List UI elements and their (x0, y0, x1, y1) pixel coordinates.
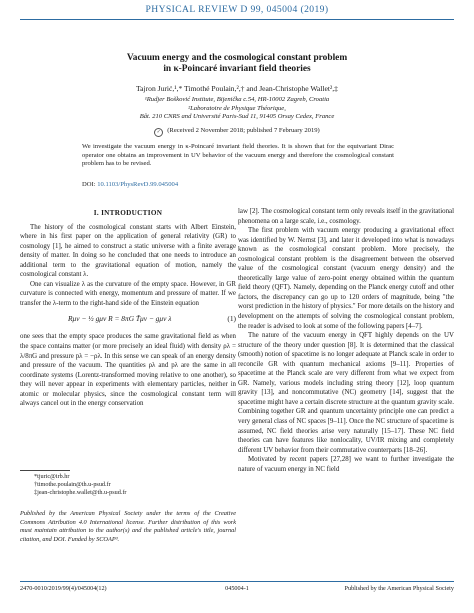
open-access-icon[interactable]: ✓ (154, 128, 163, 137)
received-dates (40, 127, 434, 137)
footnote-rule (20, 470, 70, 471)
paragraph-7: Motivated by recent papers [27,28] we want to further investigate the nature of vacuum energy in NC field (238, 456, 454, 473)
paper-title (40, 53, 434, 75)
section-heading: I. INTRODUCTION (93, 209, 163, 217)
equation-number: (1) (227, 314, 236, 324)
received-text: (Received 2 November 2018; published 7 February 2019) (167, 127, 320, 134)
equation-body: Rμν − ½ gμν R = 8πG T̃μν − gμν λ (68, 314, 172, 324)
title-line-1: Vacuum energy and the cosmological constant problem (126, 53, 348, 63)
publisher-line: Published by the American Physical Society (344, 585, 454, 592)
page-number: 045004-1 (225, 585, 249, 592)
author-list[interactable]: Tajron Jurić,¹,* Timothé Poulain,²,† and Jean-Christophe Wallet²,‡ (136, 84, 338, 93)
right-column (238, 207, 454, 474)
footnotes (34, 473, 224, 498)
paragraph-5: The first problem with vacuum energy producing a gravitational effect was identified by W. Nernst [3], and later it developed into what is nowadays known as the cosmological constant problem. More precisely, the cosmological constant problem is the disagreement between the observed value of the cosmological constant (vacuum energy density) and the theoretically large value of zero-point energy obtained within the quantum field theory (QFT). Namely, depending on the Planck energy cutoff and other factors, the discrepancy can go up to 120 orders of magnitude, being "the worst prediction in the history of physics." For more details on the history and development on the attempts of solving the cosmological constant problem, the reader is advised to look at some of the following papers [4–7]. (238, 227, 454, 330)
paragraph-6: The nature of the vacuum energy in QFT highly depends on the UV structure of the theory under question [8]. It is determined that the classical (smooth) notion of spacetime is no longer adequate at Planck scale in order to reconcile GR with quantum mechanical axioms [9–11]. Properties of spacetime at the Planck scale are very different from what we expect from GR. Namely, various models including string theory [12], loop quantum gravity [13], and noncommutative (NC) geometry [14], suggest that the spacetime might have a certain discrete structure at the quantum gravity scale. Combining together GR and quantum uncertainty principle one can predict a very general class of NC spaces [9–11]. Once the NC structure of spacetime is assumed, NC field theories arise very naturally [15–17]. These NC field theories can have features like nonlocality, UV/IR mixing and completely different UV behavior from their commutative counterparts [18–26]. (238, 332, 454, 454)
equation-1 (20, 312, 236, 328)
left-column (20, 209, 236, 409)
footer-identifier: 2470-0010/2019/99(4)/045004(12) (20, 585, 107, 592)
footer-rule (20, 581, 454, 582)
doi-line[interactable] (82, 181, 394, 188)
abstract: We investigate the vacuum energy in κ-Poincaré invariant field theories. It is shown that for the equivariant Dirac operator one obtains an improvement in UV behavior of the vacuum energy and therefore the cosmological constant problem has to be revised. (82, 143, 394, 168)
affiliations (40, 96, 434, 122)
journal-header: PHYSICAL REVIEW D 99, 045004 (2019) (145, 4, 329, 15)
doi-label: DOI: (82, 181, 96, 188)
affiliation-1: ¹Rudjer Bošković Institute, Bijenička c.54, HR-10002 Zagreb, Croatia (144, 96, 330, 103)
paragraph-1: The history of the cosmological constant starts with Albert Einstein, where in his first paper on the application of general relativity (GR) to cosmology [1], he aimed to construct a static universe with a finite average density of matter. In doing so he concluded that one needs to introduce an additional term to the gravitational equation of motion, namely the cosmological constant λ. (20, 223, 236, 279)
license-notice: Published by the American Physical Society under the terms of the Creative Commons Attribution 4.0 International license. Further distribution of this work must maintain attribution to the author(s) and the published article's title, journal citation, and DOI. Funded by SCOAP³. (20, 510, 236, 543)
paragraph-3: one sees that the empty space produces the same gravitational field as when the space contains matter (or more precisely an ideal fluid) with density ρλ = λ/8πG and pressure pλ = −ρλ. In this sense we can speak of an energy density and pressure of the vacuum. The quantities ρλ and pλ are the same in all coordinate systems (Lorentz-transformed moving relative to one another), so they will never appear in experiments with elementary particles, neither in atomic or molecular physics, since the cosmological constant term will always cancel out in the energy conservation (20, 333, 236, 408)
affiliation-2: ²Laboratoire de Physique Théorique, (188, 104, 286, 112)
footnote-3[interactable]: ‡jean-christophe.wallet@th.u-psud.fr (34, 489, 127, 497)
footnote-1[interactable]: *tjuric@irb.hr (34, 473, 70, 480)
affiliation-3: Bât. 210 CNRS and Université Paris-Sud 11, 91405 Orsay Cedex, France (139, 113, 335, 121)
header-rule (20, 19, 454, 20)
doi-link[interactable]: 10.1103/PhysRevD.99.045004 (97, 181, 179, 188)
footnote-2[interactable]: †timothe.poulain@th.u-psud.fr (34, 481, 111, 489)
title-line-2: in κ-Poincaré invariant field theories (163, 64, 311, 74)
paragraph-2: One can visualize λ as the curvature of the empty space. However, in GR curvature is connected with energy, momentum and pressure of matter. If we transfer the λ-term to the right-hand side of the Einstein equation (20, 280, 236, 307)
paragraph-4: law [2]. The cosmological constant term only reveals itself in the gravitational phenomena on a large scale, i.e., cosmology. (238, 208, 454, 225)
